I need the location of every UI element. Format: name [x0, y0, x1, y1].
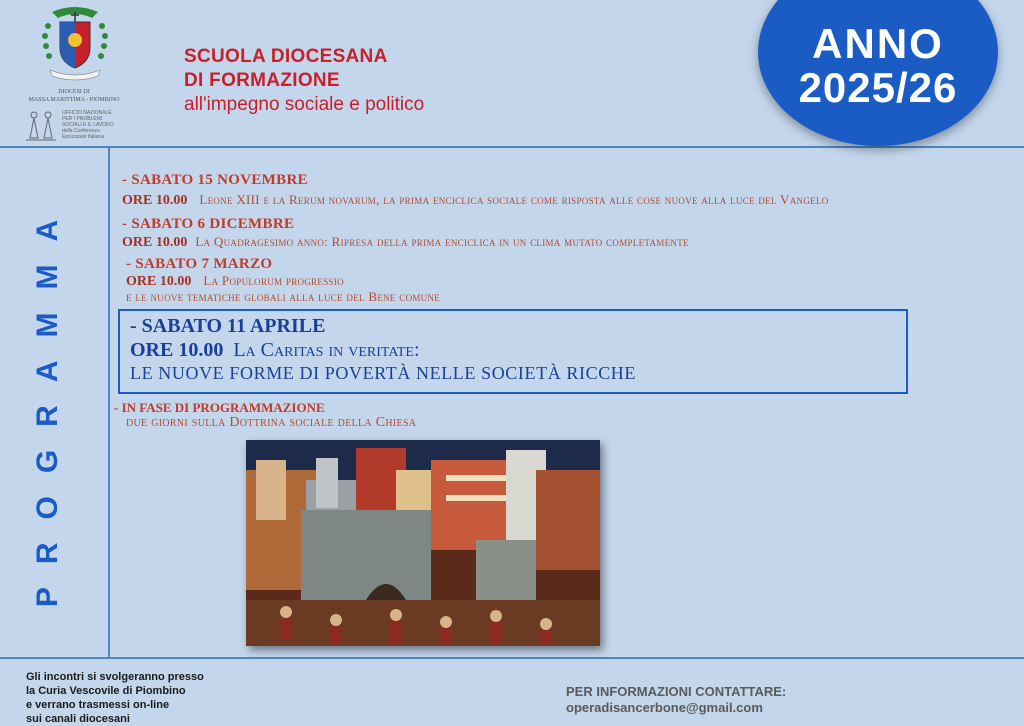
- year-badge: [758, 0, 998, 146]
- office-name: UFFICIO NAZIONALE PER I PROBLEMI SOCIALI E IL LAVORO della Conferenza Episcopale Italiana: [62, 110, 114, 140]
- contact-email: operadisancerbone@gmail.com: [566, 700, 763, 715]
- diocese-name: DIOCESI DI MASSA MARITTIMA - PIOMBINO: [28, 89, 120, 103]
- program-side-divider: [108, 147, 110, 658]
- planning-label: - IN FASE DI PROGRAMMAZIONE: [114, 400, 325, 415]
- bishop-crest-icon: [38, 6, 112, 86]
- event-2-line: [122, 233, 689, 251]
- page-title-line1: SCUOLA DIOCESANA: [184, 46, 388, 67]
- event-3-description-2: e le nuove tematiche globali alla luce del Bene comune: [126, 289, 441, 304]
- footer-divider: [0, 657, 1024, 659]
- page-title-line2: DI FORMAZIONE: [184, 70, 340, 91]
- medieval-city-painting-image: [246, 440, 600, 646]
- event-3-date: - SABATO 7 MARZO: [126, 256, 273, 272]
- highlight-event-box: [118, 309, 908, 394]
- event-3-line: [126, 272, 344, 290]
- event-2-date: - SABATO 6 DICEMBRE: [122, 216, 295, 232]
- event-3-description: La Populorum progressio: [203, 273, 344, 288]
- programma-vertical-label: PROGRAMMA: [31, 196, 64, 608]
- planning-text: due giorni sulla Dottrina sociale della Chiesa: [126, 415, 417, 430]
- highlight-event-time: ORE 10.00: [130, 339, 224, 361]
- year-badge-value: 2025/26: [798, 64, 958, 111]
- event-2-time: ORE 10.00: [122, 235, 188, 250]
- event-1-line: [122, 191, 829, 209]
- event-1-description: Leone XIII e la Rerum novarum, la prima enciclica sociale come risposta alle cose nuove alla luce del Vangelo: [199, 192, 829, 207]
- event-1-time: ORE 10.00: [122, 193, 188, 208]
- year-badge-label: ANNO: [812, 20, 944, 67]
- highlight-event-line: [130, 339, 420, 362]
- event-1-date: - SABATO 15 NOVEMBRE: [122, 172, 308, 188]
- page-subtitle: all'impegno sociale e politico: [184, 94, 425, 115]
- office-logo-icon: [24, 108, 58, 142]
- event-2-description: La Quadragesimo anno: Ripresa della prima enciclica in un clima mutato completamente: [195, 234, 689, 249]
- highlight-event-date: - SABATO 11 APRILE: [130, 315, 326, 337]
- header-divider: [0, 146, 1024, 148]
- highlight-event-subtitle: LE NUOVE FORME DI POVERTÀ NELLE SOCIETÀ RICCHE: [130, 363, 636, 383]
- contact-label: PER INFORMAZIONI CONTATTARE:: [566, 684, 787, 699]
- highlight-event-title: La Caritas in veritate:: [233, 339, 420, 361]
- venue-info: Gli incontri si svolgeranno presso la Curia Vescovile di Piombino e verrano trasmessi on-line sui canali diocesani: [26, 671, 204, 725]
- event-3-time: ORE 10.00: [126, 274, 192, 289]
